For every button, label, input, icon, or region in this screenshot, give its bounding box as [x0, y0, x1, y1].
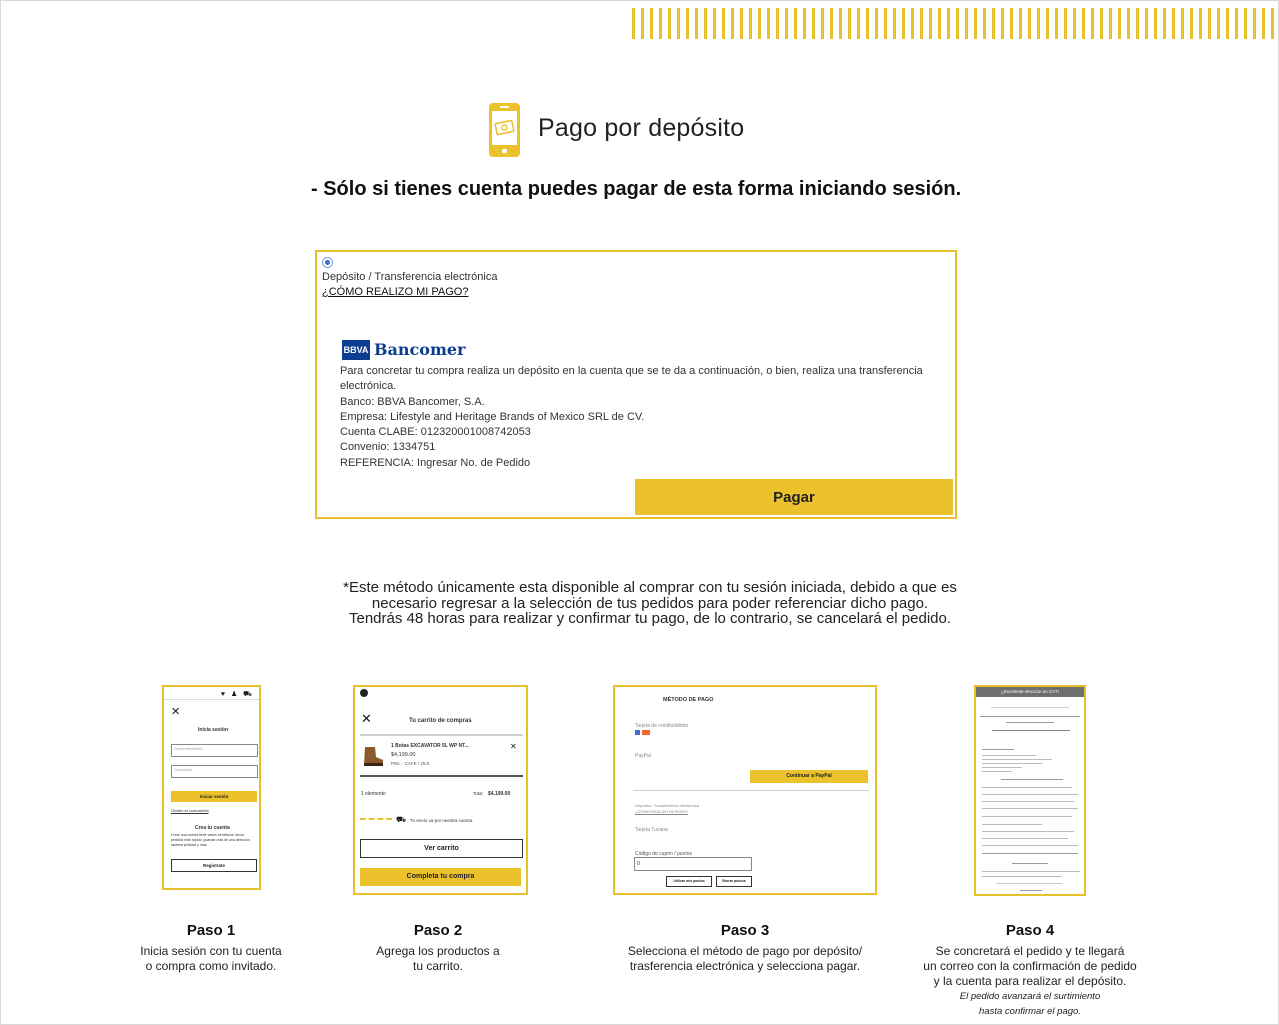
email-line	[982, 755, 1036, 756]
email-line	[982, 845, 1078, 846]
step1-screenshot	[162, 685, 261, 890]
register-button[interactable]: Registrate	[171, 859, 257, 872]
email-line	[982, 787, 1072, 788]
desc-line: trasferencia electrónica y selecciona pagar.	[629, 959, 861, 973]
card-logo-icon	[642, 730, 650, 735]
desc-line: Se concretará el pedido y te llegará	[935, 944, 1125, 958]
payment-heading: MÉTODO DE PAGO	[663, 697, 714, 703]
email-line	[982, 767, 1022, 768]
note-line: necesario regresar a la selección de tus pedidos para poder referenciar dicho pago.	[371, 594, 929, 612]
login-button[interactable]: Iniciar sesión	[171, 791, 257, 802]
step4-note: hasta confirmar el pago.	[979, 1006, 1081, 1017]
divider	[360, 734, 523, 736]
email-line	[982, 794, 1078, 795]
note-line: Tendrás 48 horas para realizar y confirmar tu pago, de lo contrario, se cancelará el pedido.	[349, 610, 951, 627]
bbva-logo: BBVA	[342, 340, 370, 360]
create-title: Crea tu cuenta	[195, 825, 230, 831]
method-label: Depósito / Transferencia electrónica	[322, 271, 498, 283]
email-placeholder: Correo electrónico	[174, 747, 203, 751]
method-note	[300, 580, 1000, 627]
email-line	[982, 749, 1014, 750]
email-line	[980, 716, 1080, 717]
step2-desc	[338, 944, 538, 974]
bank-instructions: Para concretar tu compra realiza un depósito en la cuenta que se te da a continuación, o bien, realiza una transferencia electrónica.	[340, 365, 923, 393]
dashed-line	[360, 818, 392, 820]
email-line	[982, 871, 1080, 872]
email-field[interactable]	[171, 744, 258, 757]
view-cart-button[interactable]: Ver carrito	[360, 839, 523, 858]
desc-line: Selecciona el método de pago por depósito/	[627, 944, 863, 958]
email-banner: ¿Excelente elección en CAT!	[976, 687, 1084, 697]
email-line	[1012, 863, 1048, 864]
divider	[360, 775, 523, 777]
email-line	[1001, 779, 1063, 780]
item-count: 1 elemento	[361, 791, 386, 797]
email-line	[982, 759, 1052, 760]
remove-icon[interactable]: ✕	[510, 742, 517, 751]
email-line	[982, 876, 1062, 877]
reference-line: REFERENCIA: Ingresar No. de Pedido	[340, 456, 531, 469]
email-line	[982, 838, 1068, 839]
card-logo-icon	[635, 730, 640, 735]
item-detail: PIEL - CAFE / 25.0	[391, 761, 430, 766]
note-line: *Este método únicamente esta disponible al comprar con tu sesión iniciada, debido a que es	[343, 579, 957, 596]
step3-screenshot	[613, 685, 877, 895]
page-subtitle: - Sólo si tienes cuenta puedes pagar de esta forma iniciando sesión.	[311, 178, 962, 200]
step4-title: Paso 4	[1005, 922, 1055, 939]
create-text: Crear una cuenta tiene varios beneficios: llevar pedidos más rápido, guardar más de una dirección, rastrear pedidos y mas.	[171, 833, 251, 847]
paypal-button[interactable]: Continuar a PayPal	[750, 770, 868, 783]
email-line	[992, 730, 1070, 731]
truck-icon: ⛟	[396, 815, 407, 824]
step4-note: El pedido avanzará el surtimiento	[959, 991, 1101, 1002]
agreement-line: Convenio: 1334751	[340, 441, 436, 454]
howto-link[interactable]: ¿CÓMO REALIZO MI PAGO?	[322, 286, 469, 298]
step4-desc	[905, 944, 1155, 1019]
paypal-label: PayPal	[635, 753, 651, 759]
decorative-stripes	[632, 8, 1279, 39]
email-line	[982, 801, 1074, 802]
email-line	[982, 824, 1042, 825]
email-line	[982, 816, 1072, 817]
shipping-text: Tu envío va por nuestra cuenta.	[410, 818, 474, 823]
desc-line: y la cuenta para realizar el depósito.	[933, 974, 1127, 988]
boot-image	[361, 745, 385, 767]
login-heading: Inicia sesión	[198, 727, 229, 733]
header-icons: ♥ ♟ ⛟	[220, 691, 254, 698]
total-value: $4,199.00	[488, 791, 511, 797]
code-value: 0	[637, 861, 640, 867]
desc-line: Inicia sesión con tu cuenta	[140, 944, 282, 958]
step1-title: Paso 1	[186, 922, 236, 939]
email-line	[1006, 722, 1054, 723]
payment-box	[315, 250, 957, 519]
total-label: Total	[473, 791, 483, 796]
step2-screenshot	[353, 685, 528, 895]
password-placeholder: Contraseña	[174, 768, 193, 772]
password-field[interactable]	[171, 765, 258, 778]
email-line	[982, 831, 1074, 832]
step2-title: Paso 2	[413, 922, 463, 939]
checkout-button[interactable]: Completa tu compra	[360, 868, 521, 886]
remove-points-button[interactable]: Borrar puntos	[716, 876, 752, 887]
step4-screenshot	[974, 685, 1086, 896]
apply-points-button[interactable]: Utilizar mis puntos	[666, 876, 712, 887]
divider	[633, 790, 869, 791]
card-label: Tarjeta de crédito/débito	[635, 723, 689, 729]
phone-money-icon	[488, 102, 521, 158]
page-title: Pago por depósito	[538, 114, 745, 142]
step1-desc	[111, 944, 311, 974]
email-line	[996, 883, 1062, 884]
deposit-radio[interactable]	[322, 257, 333, 268]
desc-line: un correo con la confirmación de pedido	[923, 959, 1137, 973]
item-name: 1 Botas EXCAVATOR 5L WP NT...	[391, 743, 469, 749]
pay-button[interactable]: Pagar	[635, 479, 953, 515]
step3-title: Paso 3	[720, 922, 770, 939]
bank-name: Bancomer	[374, 340, 466, 359]
other-label: Tarjeta Tuvana	[635, 827, 668, 833]
email-line	[991, 707, 1069, 708]
desc-line: tu carrito.	[412, 959, 463, 973]
close-icon[interactable]: ✕	[171, 706, 181, 718]
bank-details	[340, 364, 930, 471]
divider	[164, 699, 259, 700]
info-icon	[360, 689, 368, 697]
cart-heading: Tu carrito de compras	[409, 718, 472, 724]
email-line	[1020, 890, 1042, 891]
company-line: Empresa: Lifestyle and Heritage Brands of Mexico SRL de CV.	[340, 410, 645, 423]
email-line	[982, 771, 1012, 772]
close-icon[interactable]: ✕	[361, 711, 372, 726]
desc-line: Agrega los productos a	[376, 944, 500, 958]
item-price: $4,199.00	[391, 752, 416, 758]
code-label: Código de cupón / puntos	[635, 851, 692, 857]
email-line	[982, 808, 1078, 809]
code-field[interactable]	[634, 857, 752, 871]
deposit-link[interactable]: ¿CÓMO REALIZO MI PAGO?	[635, 809, 689, 814]
desc-line: o compra como invitado.	[145, 959, 277, 973]
email-line	[982, 853, 1078, 854]
step3-desc	[605, 944, 885, 974]
clabe-line: Cuenta CLABE: 012320001008742053	[340, 426, 531, 439]
email-line	[982, 763, 1042, 764]
deposit-label: Depósito / Transferencia electrónica	[635, 803, 699, 808]
bank-line: Banco: BBVA Bancomer, S.A.	[340, 395, 485, 408]
forgot-link[interactable]: Olvidé mi contraseña	[171, 808, 209, 813]
